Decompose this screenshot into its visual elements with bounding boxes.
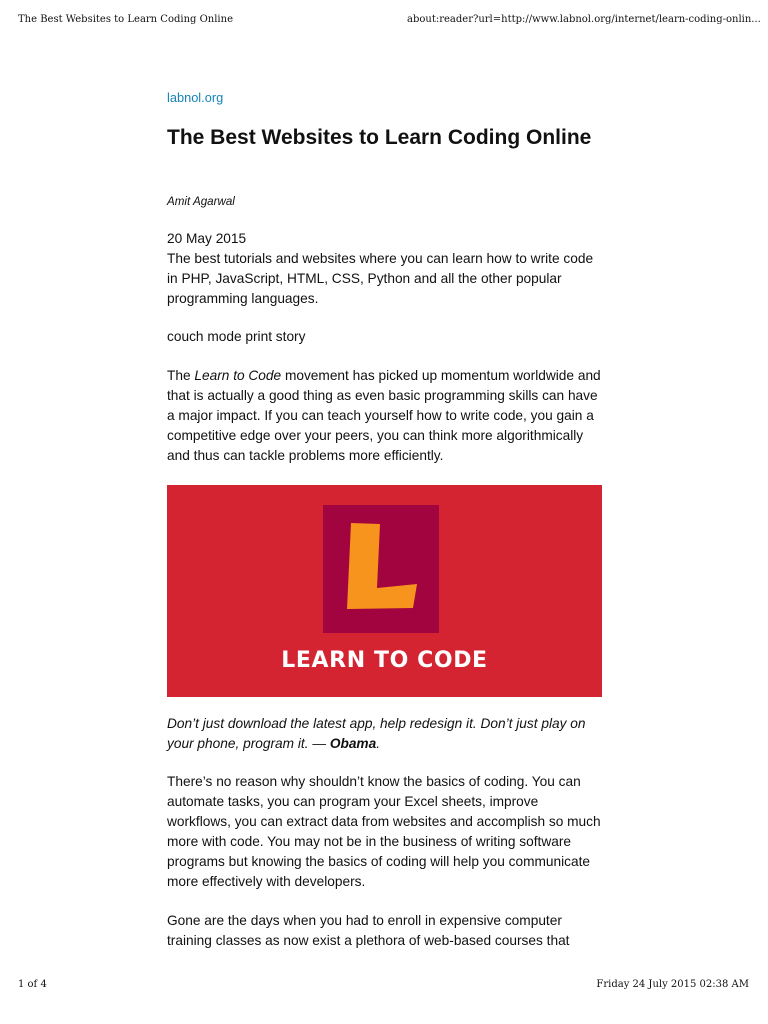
- print-header-url: about:reader?url=http://www.labnol.org/internet/learn-coding-onlin...: [407, 14, 761, 25]
- article-title: The Best Websites to Learn Coding Online: [167, 126, 592, 149]
- article-author: Amit Agarwal: [167, 195, 235, 208]
- quote-author: Obama: [329, 736, 377, 751]
- article-summary: The best tutorials and websites where you can learn how to write code in PHP, JavaScript, HTML, CSS, Python and all the other popular programming languages.: [167, 251, 594, 306]
- hero-caption: LEARN TO CODE: [281, 648, 488, 673]
- quote-end: .: [376, 736, 381, 751]
- article-paragraph-1: [167, 366, 602, 466]
- print-timestamp: Friday 24 July 2015 02:38 AM: [596, 979, 749, 990]
- logo-block: [323, 505, 439, 633]
- logo-letter-l-icon: [343, 521, 421, 611]
- print-header-title: The Best Websites to Learn Coding Online: [18, 14, 233, 25]
- article-paragraph-2: There’s no reason why shouldn’t know the basics of coding. You can automate tasks, you can program your Excel sheets, improve workflows, you can extract data from websites and accomplish so much more with code. You may not be in the business of writing software programs but knowing the basics of coding will help you communicate more effectively with developers.: [167, 774, 601, 889]
- site-link[interactable]: labnol.org: [167, 90, 224, 105]
- obama-quote: [167, 714, 602, 754]
- paragraph-text: movement has picked up momentum worldwide and that is actually a good thing as even basic programming skills can have a major impact. If you can teach yourself how to write code, you gain a competitive edge over your peers, you can think more algorithmically and thus can tackle problems more efficiently.: [167, 368, 601, 463]
- learn-to-code-image: [167, 485, 602, 697]
- paragraph-text: The: [167, 368, 195, 383]
- article-date: 20 May 2015: [167, 231, 247, 246]
- page-number: 1 of 4: [18, 979, 47, 990]
- reader-tools-text: couch mode print story: [167, 329, 306, 344]
- article-paragraph-3: Gone are the days when you had to enroll in expensive computer training classes as now exist a plethora of web-based courses that: [167, 913, 570, 948]
- quote-text: Don’t just download the latest app, help redesign it. Don’t just play on your phone, program it. —: [167, 716, 586, 751]
- emphasis-text: Learn to Code: [194, 368, 282, 383]
